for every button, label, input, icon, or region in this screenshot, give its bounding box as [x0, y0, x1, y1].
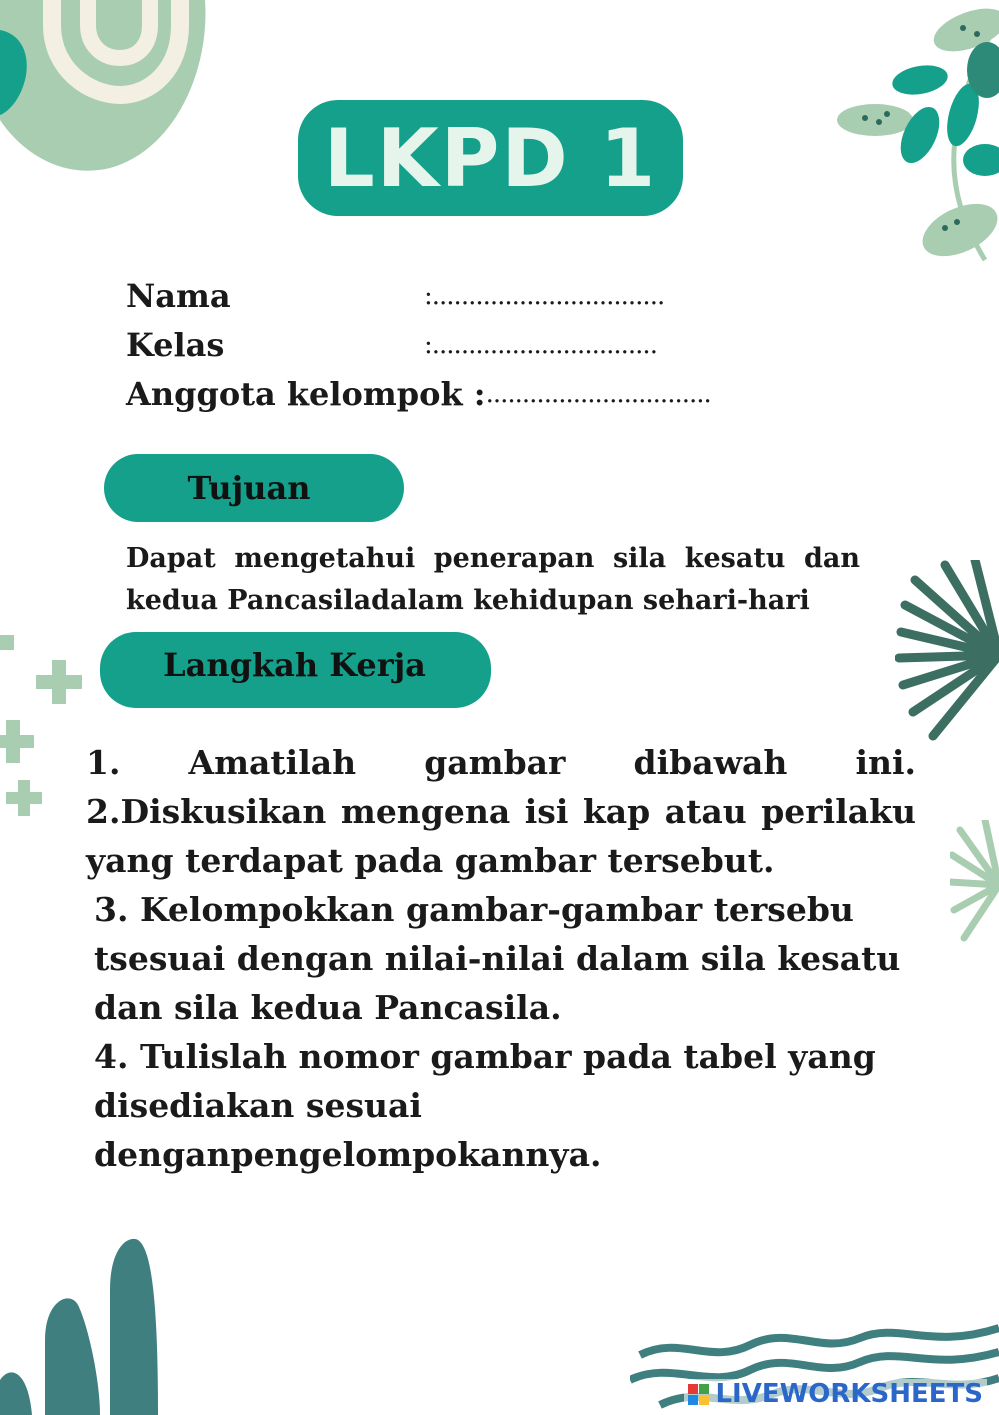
step-1-2: 1. Amatilah gambar dibawah ini. 2.Diskusikan mengena isi kap atau perilaku yang terdapat pada gambar tersebut.	[86, 743, 916, 880]
steps-heading-badge	[100, 632, 491, 708]
leaves-decoration	[835, 0, 999, 270]
liveworksheets-logo-icon	[688, 1384, 709, 1405]
step-3: 3. Kelompokkan gambar-gambar tersebu tsesuai dengan nilai-nilai dalam sila kesatu dan sila kedua Pancasila.	[94, 890, 901, 1027]
fan-decoration-lower	[950, 820, 999, 950]
goal-heading-badge	[104, 454, 404, 522]
title-badge	[298, 100, 683, 216]
identity-block	[126, 272, 726, 419]
class-field[interactable]: :...............................	[424, 330, 657, 360]
watermark[interactable]	[684, 1379, 987, 1409]
steps-heading: Langkah Kerja	[163, 646, 426, 684]
page-title: LKPD 1	[323, 111, 658, 205]
group-row	[126, 370, 726, 419]
cross-decoration	[0, 620, 90, 820]
fan-decoration-upper	[895, 560, 999, 750]
group-field[interactable]: ...............................	[485, 379, 711, 409]
class-row	[126, 321, 726, 370]
arch-decoration	[0, 0, 210, 180]
steps-list	[86, 738, 916, 1179]
class-label: Kelas	[126, 326, 225, 364]
name-label: Nama	[126, 277, 231, 315]
peaks-decoration	[0, 1230, 170, 1415]
step-4: 4. Tulislah nomor gambar pada tabel yang disediakan sesuai denganpengelompokannya.	[94, 1037, 876, 1174]
group-label: Anggota kelompok :	[126, 375, 486, 413]
name-field[interactable]: :................................	[424, 281, 665, 311]
goal-text: Dapat mengetahui penerapan sila kesatu dan kedua Pancasiladalam kehidupan sehari-hari	[126, 543, 860, 616]
watermark-text: LIVEWORKSHEETS	[715, 1379, 983, 1409]
goal-heading: Tujuan	[187, 469, 311, 507]
name-row	[126, 272, 726, 321]
